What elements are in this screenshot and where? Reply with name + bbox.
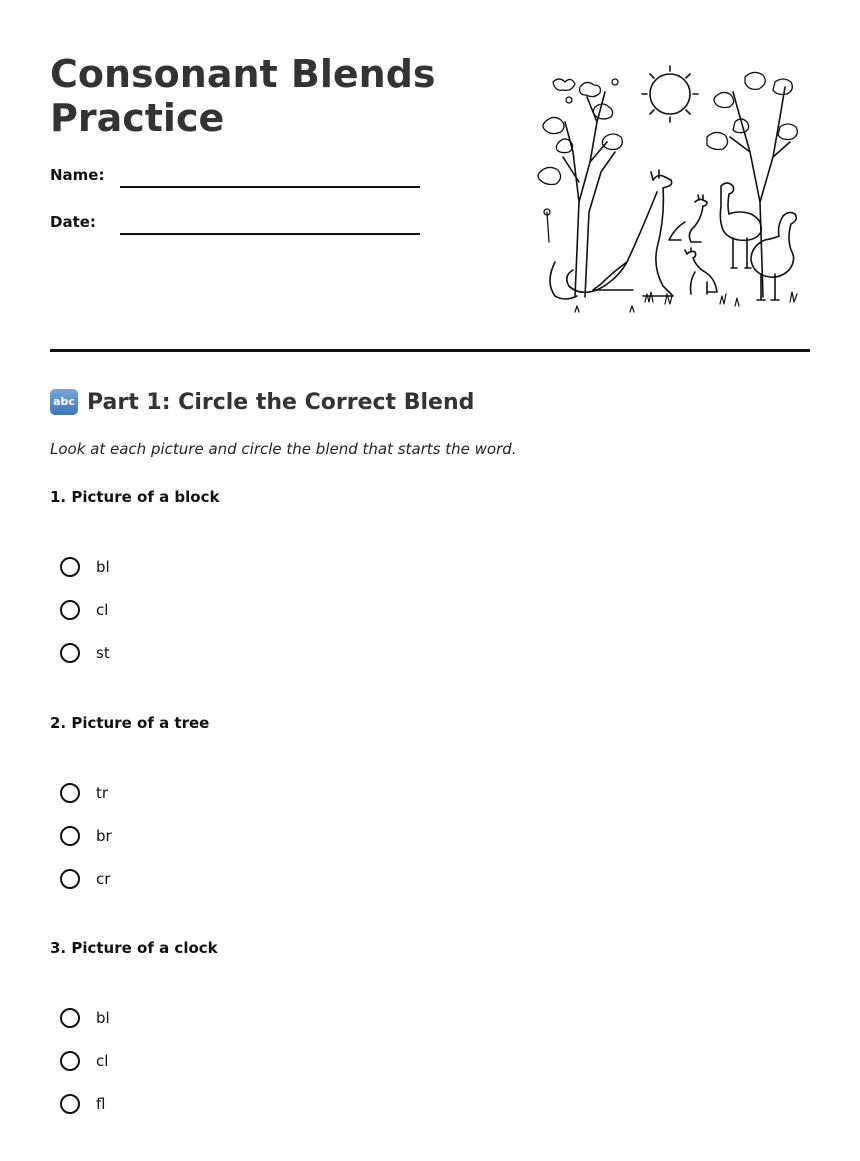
option[interactable]	[60, 631, 110, 674]
header-divider	[50, 349, 810, 352]
date-field[interactable]	[50, 213, 96, 231]
question-2	[50, 714, 810, 888]
question-options	[60, 545, 110, 674]
option-label: tr	[96, 783, 109, 802]
kangaroo-icon	[550, 170, 673, 299]
option-label: st	[96, 643, 110, 662]
option[interactable]	[60, 857, 112, 900]
option[interactable]	[60, 814, 112, 857]
question-prompt: 3. Picture of a clock	[50, 939, 218, 957]
question-options	[60, 996, 110, 1125]
option-circle[interactable]	[60, 1008, 80, 1028]
option[interactable]	[60, 545, 110, 588]
option-label: bl	[96, 557, 110, 576]
date-line[interactable]	[120, 233, 420, 235]
option-label: cr	[96, 869, 111, 888]
option[interactable]	[60, 996, 110, 1039]
name-label: Name:	[50, 166, 105, 184]
date-label: Date:	[50, 213, 96, 231]
option[interactable]	[60, 1039, 110, 1082]
title-line-1: Consonant Blends	[50, 52, 436, 96]
option-circle[interactable]	[60, 600, 80, 620]
abc-icon: abc	[50, 389, 78, 415]
option-circle[interactable]	[60, 826, 80, 846]
left-tree-icon	[538, 79, 622, 297]
option-circle[interactable]	[60, 783, 80, 803]
option-label: cl	[96, 1051, 109, 1070]
option[interactable]	[60, 771, 112, 814]
option-label: cl	[96, 600, 109, 619]
part1-header	[50, 389, 474, 415]
part1-title: Part 1: Circle the Correct Blend	[87, 389, 475, 415]
question-prompt: 2. Picture of a tree	[50, 714, 210, 732]
emu-icon	[720, 183, 761, 268]
sun-icon	[642, 66, 698, 122]
name-field[interactable]	[50, 166, 104, 184]
option[interactable]	[60, 1082, 110, 1125]
name-line[interactable]	[120, 186, 420, 188]
option-circle[interactable]	[60, 1094, 80, 1114]
question-3	[50, 939, 810, 1113]
question-1	[50, 488, 810, 662]
outback-animals-illustration	[535, 62, 810, 317]
question-options	[60, 771, 112, 900]
emu-icon-2	[751, 212, 796, 300]
option-circle[interactable]	[60, 869, 80, 889]
part1-instructions: Look at each picture and circle the blend that starts the word.	[50, 440, 517, 458]
option[interactable]	[60, 588, 110, 631]
option-circle[interactable]	[60, 643, 80, 663]
option-circle[interactable]	[60, 557, 80, 577]
option-circle[interactable]	[60, 1051, 80, 1071]
option-label: bl	[96, 1008, 110, 1027]
wallaby-icon	[669, 195, 707, 242]
page-title	[50, 52, 436, 140]
title-line-2: Practice	[50, 96, 225, 140]
option-label: br	[96, 826, 112, 845]
question-prompt: 1. Picture of a block	[50, 488, 220, 506]
joey-icon	[685, 248, 717, 294]
option-label: fl	[96, 1094, 106, 1113]
